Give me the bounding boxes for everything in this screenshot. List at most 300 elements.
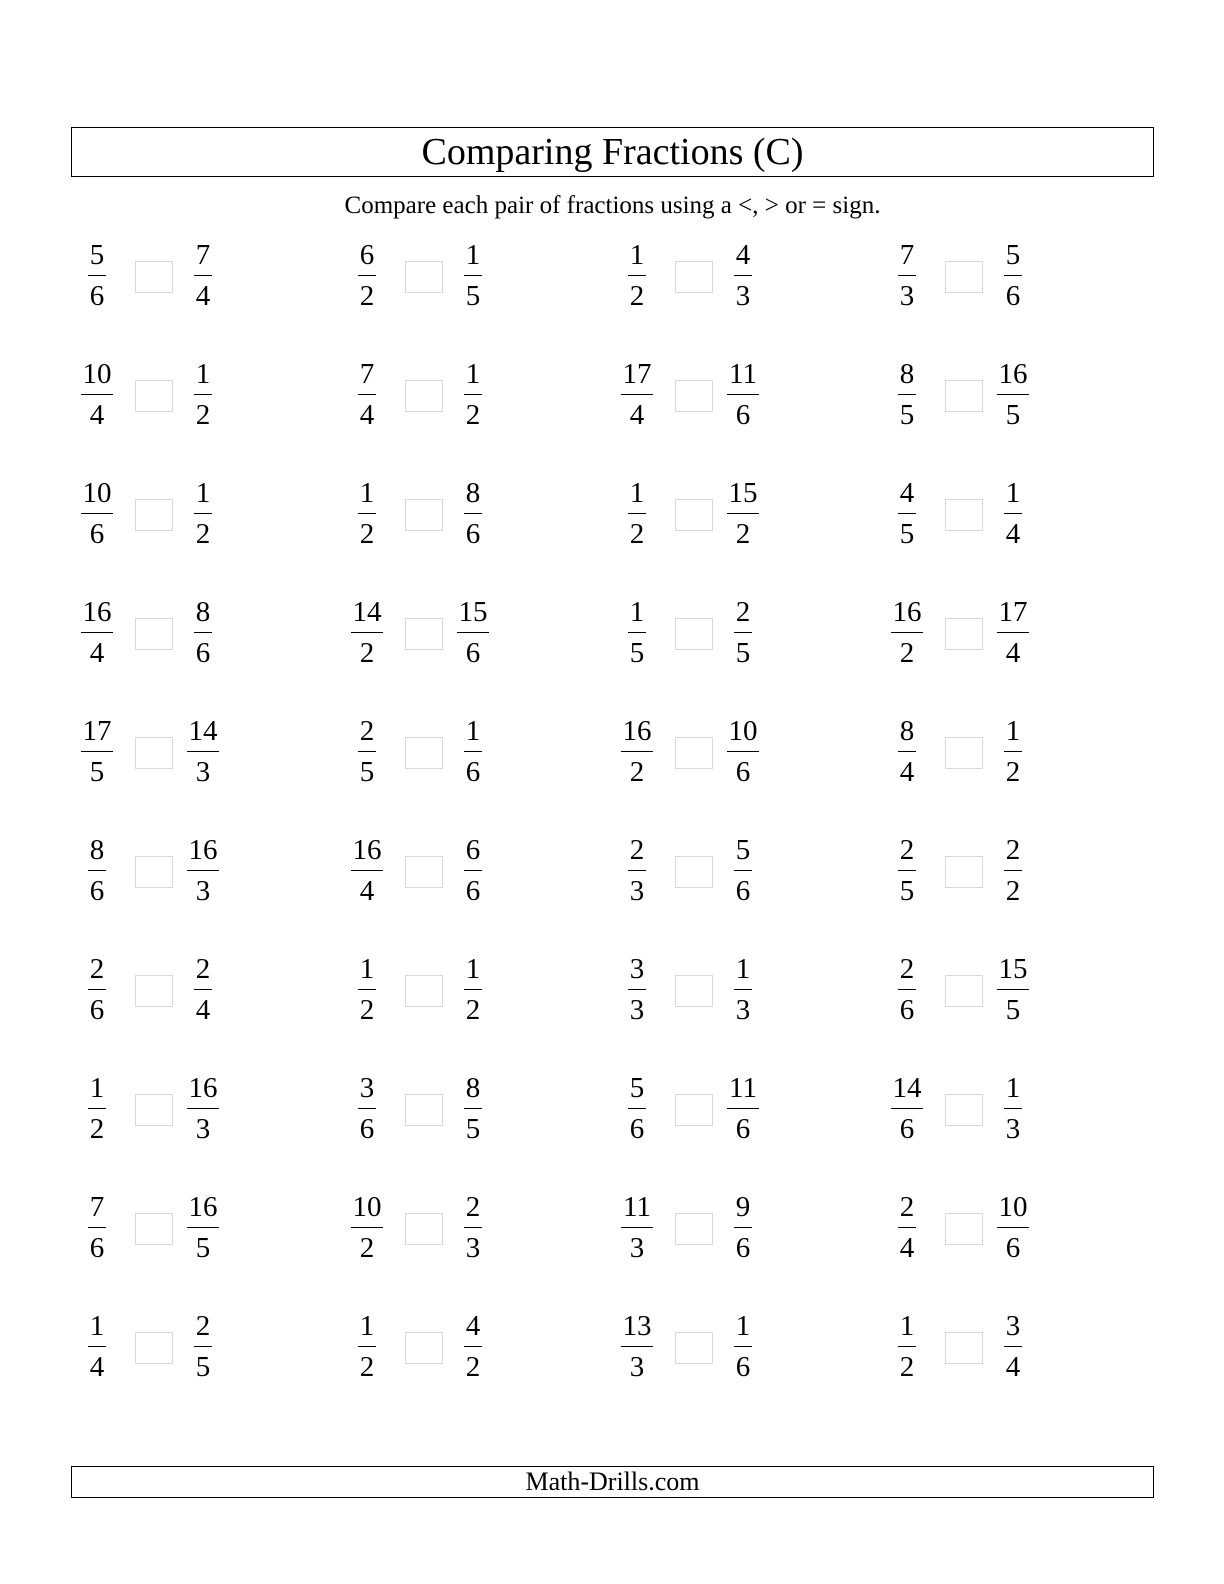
answer-box[interactable] (405, 737, 443, 769)
numerator: 14 (892, 1072, 922, 1104)
footer-box (71, 1466, 1154, 1498)
right-fraction (181, 714, 225, 789)
denominator: 3 (629, 875, 645, 907)
fraction-bar (88, 1227, 106, 1228)
fraction-bar (898, 275, 916, 276)
answer-box[interactable] (135, 1332, 173, 1364)
left-fraction (615, 714, 659, 789)
problem-item (615, 476, 815, 566)
fraction-bar (621, 1227, 653, 1228)
denominator: 2 (195, 399, 211, 431)
left-fraction (75, 595, 119, 670)
fraction-bar (81, 513, 113, 514)
numerator: 7 (195, 239, 211, 271)
problem-item (615, 952, 815, 1042)
numerator: 1 (465, 715, 481, 747)
fraction-bar (194, 1346, 212, 1347)
fraction-bar (194, 632, 212, 633)
left-fraction (885, 833, 929, 908)
fraction-bar (1004, 513, 1022, 514)
fraction-bar (997, 394, 1029, 395)
right-fraction (721, 1190, 765, 1265)
fraction-bar (464, 275, 482, 276)
problem-item (885, 714, 1085, 804)
fraction-bar (997, 1227, 1029, 1228)
denominator: 2 (465, 994, 481, 1026)
denominator: 5 (629, 637, 645, 669)
problem-item (345, 476, 545, 566)
right-fraction (991, 595, 1035, 670)
fraction-bar (351, 870, 383, 871)
denominator: 6 (629, 1113, 645, 1145)
problem-item (615, 595, 815, 685)
answer-box[interactable] (945, 499, 983, 531)
fraction-bar (1004, 1108, 1022, 1109)
answer-box[interactable] (675, 380, 713, 412)
numerator: 5 (735, 834, 751, 866)
right-fraction (181, 833, 225, 908)
answer-box[interactable] (675, 1213, 713, 1245)
right-fraction (721, 952, 765, 1027)
left-fraction (885, 357, 929, 432)
denominator: 4 (359, 399, 375, 431)
denominator: 4 (89, 399, 105, 431)
numerator: 7 (899, 239, 915, 271)
fraction-bar (464, 870, 482, 871)
numerator: 3 (629, 953, 645, 985)
fraction-bar (358, 989, 376, 990)
fraction-bar (81, 751, 113, 752)
right-fraction (991, 357, 1035, 432)
answer-box[interactable] (945, 1332, 983, 1364)
problem-item (345, 1071, 545, 1161)
problem-item (345, 238, 545, 328)
answer-box[interactable] (945, 1213, 983, 1245)
numerator: 8 (465, 477, 481, 509)
denominator: 6 (465, 875, 481, 907)
left-fraction (345, 357, 389, 432)
answer-box[interactable] (135, 380, 173, 412)
numerator: 1 (1005, 477, 1021, 509)
fraction-bar (1004, 275, 1022, 276)
left-fraction (345, 833, 389, 908)
numerator: 1 (1005, 715, 1021, 747)
fraction-bar (351, 1227, 383, 1228)
fraction-bar (464, 751, 482, 752)
answer-box[interactable] (945, 1094, 983, 1126)
answer-box[interactable] (135, 856, 173, 888)
fraction-bar (898, 513, 916, 514)
numerator: 1 (89, 1310, 105, 1342)
fraction-bar (628, 632, 646, 633)
left-fraction (885, 476, 929, 551)
left-fraction (615, 833, 659, 908)
right-fraction (451, 1190, 495, 1265)
right-fraction (991, 714, 1035, 789)
denominator: 6 (899, 1113, 915, 1145)
left-fraction (885, 1309, 929, 1384)
fraction-bar (187, 870, 219, 871)
answer-box[interactable] (135, 261, 173, 293)
numerator: 11 (729, 358, 757, 390)
numerator: 2 (195, 953, 211, 985)
fraction-bar (628, 989, 646, 990)
answer-box[interactable] (405, 499, 443, 531)
answer-box[interactable] (405, 380, 443, 412)
numerator: 6 (359, 239, 375, 271)
denominator: 5 (899, 399, 915, 431)
numerator: 17 (998, 596, 1028, 628)
numerator: 10 (998, 1191, 1028, 1223)
left-fraction (75, 238, 119, 313)
answer-box[interactable] (945, 261, 983, 293)
denominator: 2 (359, 280, 375, 312)
fraction-bar (351, 632, 383, 633)
fraction-bar (898, 870, 916, 871)
fraction-bar (898, 989, 916, 990)
left-fraction (75, 714, 119, 789)
problem-item (615, 714, 815, 804)
right-fraction (451, 476, 495, 551)
denominator: 2 (195, 518, 211, 550)
answer-box[interactable] (675, 261, 713, 293)
problem-item (885, 1309, 1085, 1399)
numerator: 3 (1005, 1310, 1021, 1342)
fraction-bar (997, 989, 1029, 990)
numerator: 4 (465, 1310, 481, 1342)
denominator: 6 (735, 756, 751, 788)
denominator: 6 (89, 994, 105, 1026)
fraction-bar (81, 394, 113, 395)
left-fraction (615, 1309, 659, 1384)
page-title: Comparing Fractions (C) (421, 131, 804, 173)
fraction-bar (734, 1346, 752, 1347)
denominator: 6 (1005, 280, 1021, 312)
numerator: 15 (458, 596, 488, 628)
answer-box[interactable] (945, 737, 983, 769)
answer-box[interactable] (405, 1094, 443, 1126)
fraction-bar (194, 275, 212, 276)
left-fraction (345, 1190, 389, 1265)
fraction-bar (194, 513, 212, 514)
left-fraction (885, 595, 929, 670)
fraction-bar (1004, 870, 1022, 871)
fraction-bar (88, 870, 106, 871)
numerator: 14 (188, 715, 218, 747)
denominator: 3 (629, 1351, 645, 1383)
numerator: 16 (82, 596, 112, 628)
numerator: 4 (899, 477, 915, 509)
left-fraction (345, 714, 389, 789)
numerator: 11 (623, 1191, 651, 1223)
numerator: 8 (899, 358, 915, 390)
fraction-bar (898, 751, 916, 752)
numerator: 2 (899, 834, 915, 866)
problem-item (75, 476, 275, 566)
problem-item (885, 595, 1085, 685)
denominator: 5 (89, 756, 105, 788)
numerator: 11 (729, 1072, 757, 1104)
answer-box[interactable] (675, 499, 713, 531)
problem-item (345, 714, 545, 804)
numerator: 3 (359, 1072, 375, 1104)
fraction-bar (358, 275, 376, 276)
numerator: 7 (359, 358, 375, 390)
answer-box[interactable] (675, 856, 713, 888)
denominator: 2 (359, 994, 375, 1026)
denominator: 3 (629, 994, 645, 1026)
denominator: 6 (735, 1351, 751, 1383)
left-fraction (75, 476, 119, 551)
fraction-bar (464, 513, 482, 514)
answer-box[interactable] (675, 737, 713, 769)
numerator: 2 (465, 1191, 481, 1223)
numerator: 4 (735, 239, 751, 271)
problem-item (885, 238, 1085, 328)
fraction-bar (734, 632, 752, 633)
denominator: 5 (359, 756, 375, 788)
problem-item (615, 1309, 815, 1399)
answer-box[interactable] (675, 1332, 713, 1364)
denominator: 4 (899, 1232, 915, 1264)
right-fraction (451, 833, 495, 908)
right-fraction (721, 595, 765, 670)
answer-box[interactable] (945, 975, 983, 1007)
numerator: 1 (195, 477, 211, 509)
right-fraction (181, 238, 225, 313)
denominator: 6 (735, 399, 751, 431)
right-fraction (991, 1309, 1035, 1384)
answer-box[interactable] (135, 1094, 173, 1126)
fraction-bar (734, 870, 752, 871)
denominator: 5 (1005, 399, 1021, 431)
numerator: 1 (465, 953, 481, 985)
right-fraction (451, 1309, 495, 1384)
fraction-bar (628, 513, 646, 514)
left-fraction (345, 1309, 389, 1384)
numerator: 1 (629, 239, 645, 271)
problem-item (75, 833, 275, 923)
right-fraction (991, 833, 1035, 908)
denominator: 5 (899, 875, 915, 907)
right-fraction (721, 476, 765, 551)
denominator: 3 (195, 1113, 211, 1145)
denominator: 6 (89, 518, 105, 550)
denominator: 4 (899, 756, 915, 788)
right-fraction (181, 1071, 225, 1146)
fraction-bar (88, 1346, 106, 1347)
right-fraction (721, 357, 765, 432)
problem-item (75, 1190, 275, 1280)
numerator: 1 (359, 953, 375, 985)
numerator: 10 (352, 1191, 382, 1223)
answer-box[interactable] (405, 261, 443, 293)
numerator: 17 (82, 715, 112, 747)
answer-box[interactable] (945, 618, 983, 650)
left-fraction (75, 357, 119, 432)
numerator: 5 (629, 1072, 645, 1104)
fraction-bar (898, 1227, 916, 1228)
instructions: Compare each pair of fractions using a <, > or = sign. (344, 192, 881, 219)
denominator: 4 (89, 1351, 105, 1383)
fraction-bar (898, 1346, 916, 1347)
fraction-bar (358, 751, 376, 752)
fraction-bar (621, 751, 653, 752)
left-fraction (615, 1190, 659, 1265)
denominator: 6 (359, 1113, 375, 1145)
answer-box[interactable] (135, 499, 173, 531)
fraction-bar (891, 1108, 923, 1109)
denominator: 3 (629, 1232, 645, 1264)
numerator: 17 (622, 358, 652, 390)
problem-item (345, 833, 545, 923)
answer-box[interactable] (405, 618, 443, 650)
denominator: 5 (195, 1351, 211, 1383)
answer-box[interactable] (135, 975, 173, 1007)
fraction-bar (727, 1108, 759, 1109)
numerator: 7 (89, 1191, 105, 1223)
left-fraction (75, 833, 119, 908)
fraction-bar (727, 513, 759, 514)
numerator: 2 (899, 1191, 915, 1223)
numerator: 16 (622, 715, 652, 747)
left-fraction (75, 1071, 119, 1146)
fraction-bar (734, 275, 752, 276)
denominator: 4 (1005, 637, 1021, 669)
problem-item (345, 952, 545, 1042)
right-fraction (721, 714, 765, 789)
denominator: 4 (629, 399, 645, 431)
right-fraction (991, 1071, 1035, 1146)
footer-text: Math-Drills.com (525, 1467, 700, 1496)
fraction-bar (628, 1108, 646, 1109)
answer-box[interactable] (675, 618, 713, 650)
fraction-bar (187, 751, 219, 752)
denominator: 6 (89, 280, 105, 312)
left-fraction (615, 1071, 659, 1146)
answer-box[interactable] (135, 1213, 173, 1245)
fraction-bar (621, 1346, 653, 1347)
right-fraction (991, 238, 1035, 313)
answer-box[interactable] (675, 1094, 713, 1126)
answer-box[interactable] (945, 380, 983, 412)
fraction-bar (628, 870, 646, 871)
right-fraction (181, 952, 225, 1027)
denominator: 2 (899, 637, 915, 669)
right-fraction (721, 1309, 765, 1384)
numerator: 1 (359, 477, 375, 509)
denominator: 4 (1005, 518, 1021, 550)
numerator: 2 (195, 1310, 211, 1342)
numerator: 14 (352, 596, 382, 628)
denominator: 6 (1005, 1232, 1021, 1264)
numerator: 1 (195, 358, 211, 390)
answer-box[interactable] (405, 975, 443, 1007)
denominator: 2 (465, 1351, 481, 1383)
left-fraction (885, 714, 929, 789)
problem-item (615, 357, 815, 447)
numerator: 10 (82, 358, 112, 390)
fraction-bar (194, 394, 212, 395)
fraction-bar (628, 275, 646, 276)
numerator: 1 (629, 596, 645, 628)
denominator: 5 (1005, 994, 1021, 1026)
numerator: 16 (188, 834, 218, 866)
numerator: 15 (998, 953, 1028, 985)
fraction-bar (727, 394, 759, 395)
numerator: 6 (465, 834, 481, 866)
fraction-bar (358, 513, 376, 514)
fraction-bar (358, 394, 376, 395)
fraction-bar (88, 989, 106, 990)
denominator: 2 (735, 518, 751, 550)
fraction-bar (997, 632, 1029, 633)
problem-item (345, 595, 545, 685)
denominator: 6 (465, 756, 481, 788)
denominator: 3 (465, 1232, 481, 1264)
right-fraction (181, 357, 225, 432)
answer-box[interactable] (405, 1332, 443, 1364)
fraction-bar (464, 1227, 482, 1228)
numerator: 1 (89, 1072, 105, 1104)
denominator: 4 (89, 637, 105, 669)
denominator: 2 (629, 756, 645, 788)
left-fraction (615, 595, 659, 670)
problem-item (885, 1190, 1085, 1280)
denominator: 2 (1005, 756, 1021, 788)
numerator: 2 (629, 834, 645, 866)
answer-box[interactable] (675, 975, 713, 1007)
right-fraction (991, 476, 1035, 551)
left-fraction (345, 476, 389, 551)
denominator: 5 (465, 280, 481, 312)
denominator: 5 (195, 1232, 211, 1264)
denominator: 6 (735, 1113, 751, 1145)
denominator: 6 (89, 1232, 105, 1264)
fraction-bar (734, 989, 752, 990)
numerator: 16 (188, 1191, 218, 1223)
fraction-bar (1004, 751, 1022, 752)
answer-box[interactable] (135, 618, 173, 650)
right-fraction (181, 1190, 225, 1265)
numerator: 8 (195, 596, 211, 628)
denominator: 3 (195, 756, 211, 788)
answer-box[interactable] (405, 856, 443, 888)
fraction-bar (88, 1108, 106, 1109)
denominator: 6 (899, 994, 915, 1026)
answer-box[interactable] (945, 856, 983, 888)
numerator: 1 (629, 477, 645, 509)
denominator: 3 (1005, 1113, 1021, 1145)
answer-box[interactable] (135, 737, 173, 769)
fraction-bar (1004, 1346, 1022, 1347)
numerator: 5 (1005, 239, 1021, 271)
denominator: 2 (1005, 875, 1021, 907)
answer-box[interactable] (405, 1213, 443, 1245)
numerator: 1 (359, 1310, 375, 1342)
denominator: 6 (465, 518, 481, 550)
right-fraction (451, 238, 495, 313)
left-fraction (345, 238, 389, 313)
numerator: 2 (359, 715, 375, 747)
problem-item (615, 833, 815, 923)
denominator: 6 (735, 875, 751, 907)
left-fraction (885, 1071, 929, 1146)
left-fraction (885, 238, 929, 313)
problem-item (75, 238, 275, 328)
right-fraction (451, 714, 495, 789)
right-fraction (451, 595, 495, 670)
